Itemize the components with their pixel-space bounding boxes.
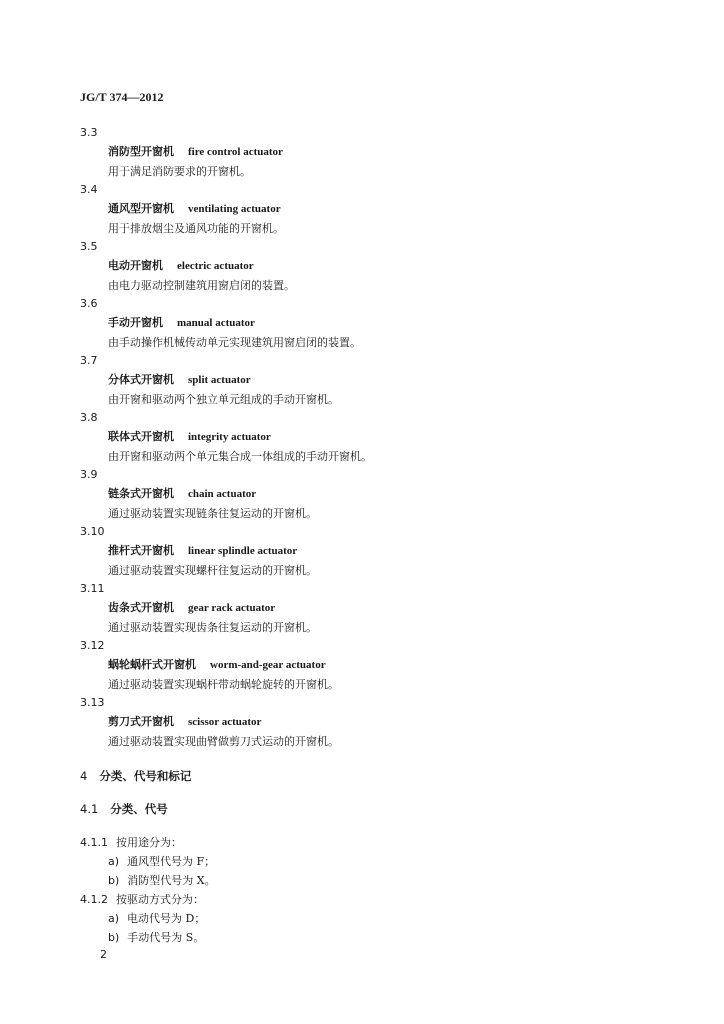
term-zh: 通风型开窗机 (108, 202, 174, 215)
term-definition: 由电力驱动控制建筑用窗启闭的装置。 (108, 279, 295, 292)
clause-4-1-1 (80, 834, 182, 850)
term-title (108, 199, 680, 219)
term-en: linear splindle actuator (188, 545, 298, 557)
term-entry-3-6 (80, 295, 680, 353)
term-en: integrity actuator (188, 431, 271, 443)
term-definition: 由开窗和驱动两个独立单元组成的手动开窗机。 (108, 393, 339, 406)
list-item (108, 853, 215, 869)
term-title (108, 370, 680, 390)
term-title (108, 655, 680, 675)
list-item-label: b) (108, 931, 120, 944)
list-item-label: b) (108, 874, 120, 887)
term-number: 3.8 (80, 411, 98, 424)
list-item-text: 手动代号为 S。 (127, 931, 205, 944)
term-definition: 用于满足消防要求的开窗机。 (108, 165, 251, 178)
term-entry-3-5 (80, 238, 680, 296)
term-en: worm-and-gear actuator (210, 659, 326, 671)
term-title (108, 541, 680, 561)
term-number: 3.9 (80, 468, 98, 481)
term-number: 3.6 (80, 297, 98, 310)
term-definition: 通过驱动装置实现蜗杆带动蜗轮旋转的开窗机。 (108, 678, 339, 691)
term-en: manual actuator (177, 317, 255, 329)
term-definition: 通过驱动装置实现螺杆往复运动的开窗机。 (108, 564, 317, 577)
term-number: 3.12 (80, 639, 105, 652)
list-item (108, 872, 216, 888)
term-en: chain actuator (188, 488, 257, 500)
list-item (108, 929, 204, 945)
term-definition: 通过驱动装置实现齿条往复运动的开窗机。 (108, 621, 317, 634)
term-number: 3.10 (80, 525, 105, 538)
list-item (108, 910, 205, 926)
term-en: split actuator (188, 374, 251, 386)
term-title (108, 256, 680, 276)
term-entry-3-9 (80, 466, 680, 524)
term-title (108, 598, 680, 618)
term-zh: 电动开窗机 (108, 259, 163, 272)
term-en: scissor actuator (188, 716, 262, 728)
term-zh: 蜗轮蜗杆式开窗机 (108, 658, 196, 671)
term-title (108, 712, 680, 732)
clause-4-1-2 (80, 891, 204, 907)
section-number: 4.1 (80, 802, 99, 816)
term-definition: 通过驱动装置实现曲臂做剪刀式运动的开窗机。 (108, 735, 339, 748)
list-item-text: 通风型代号为 F； (127, 855, 216, 868)
term-definition: 由手动操作机械传动单元实现建筑用窗启闭的装置。 (108, 336, 361, 349)
term-zh: 手动开窗机 (108, 316, 163, 329)
term-entry-3-7 (80, 352, 680, 410)
term-title (108, 313, 680, 333)
section-4-1-heading (80, 801, 168, 817)
term-number: 3.5 (80, 240, 98, 253)
clause-text: 按驱动方式分为： (116, 893, 204, 906)
term-number: 3.13 (80, 696, 105, 709)
term-zh: 链条式开窗机 (108, 487, 174, 500)
term-zh: 消防型开窗机 (108, 145, 174, 158)
term-definition: 由开窗和驱动两个单元集合成一体组成的手动开窗机。 (108, 450, 372, 463)
clause-text: 按用途分为： (116, 836, 182, 849)
page-number: 2 (100, 948, 107, 961)
term-number: 3.11 (80, 582, 105, 595)
term-en: gear rack actuator (188, 602, 276, 614)
term-entry-3-12 (80, 637, 680, 695)
section-title: 分类、代号 (110, 802, 168, 816)
term-title (108, 142, 680, 162)
section-number: 4 (80, 769, 88, 783)
term-entry-3-4 (80, 181, 680, 239)
term-zh: 齿条式开窗机 (108, 601, 174, 614)
term-en: electric actuator (177, 260, 254, 272)
section-4-heading (80, 768, 191, 784)
term-entry-3-8 (80, 409, 680, 467)
clause-number: 4.1.2 (80, 893, 108, 906)
term-number: 3.7 (80, 354, 98, 367)
term-definition: 通过驱动装置实现链条往复运动的开窗机。 (108, 507, 317, 520)
term-zh: 分体式开窗机 (108, 373, 174, 386)
term-title (108, 484, 680, 504)
list-item-label: a) (108, 912, 120, 925)
term-entry-3-11 (80, 580, 680, 638)
term-zh: 联体式开窗机 (108, 430, 174, 443)
term-entry-3-13 (80, 694, 680, 752)
clause-number: 4.1.1 (80, 836, 108, 849)
section-title: 分类、代号和标记 (99, 769, 192, 783)
list-item-text: 电动代号为 D； (127, 912, 206, 925)
term-en: ventilating actuator (188, 203, 281, 215)
list-item-label: a) (108, 855, 120, 868)
term-en: fire control actuator (188, 146, 283, 158)
term-zh: 剪刀式开窗机 (108, 715, 174, 728)
term-entry-3-10 (80, 523, 680, 581)
term-number: 3.4 (80, 183, 98, 196)
standard-code-header: JG/T 374—2012 (80, 90, 164, 104)
term-entry-3-3 (80, 124, 680, 182)
list-item-text: 消防型代号为 X。 (127, 874, 216, 887)
term-zh: 推杆式开窗机 (108, 544, 174, 557)
term-title (108, 427, 680, 447)
term-number: 3.3 (80, 126, 98, 139)
term-definition: 用于排放烟尘及通风功能的开窗机。 (108, 222, 284, 235)
